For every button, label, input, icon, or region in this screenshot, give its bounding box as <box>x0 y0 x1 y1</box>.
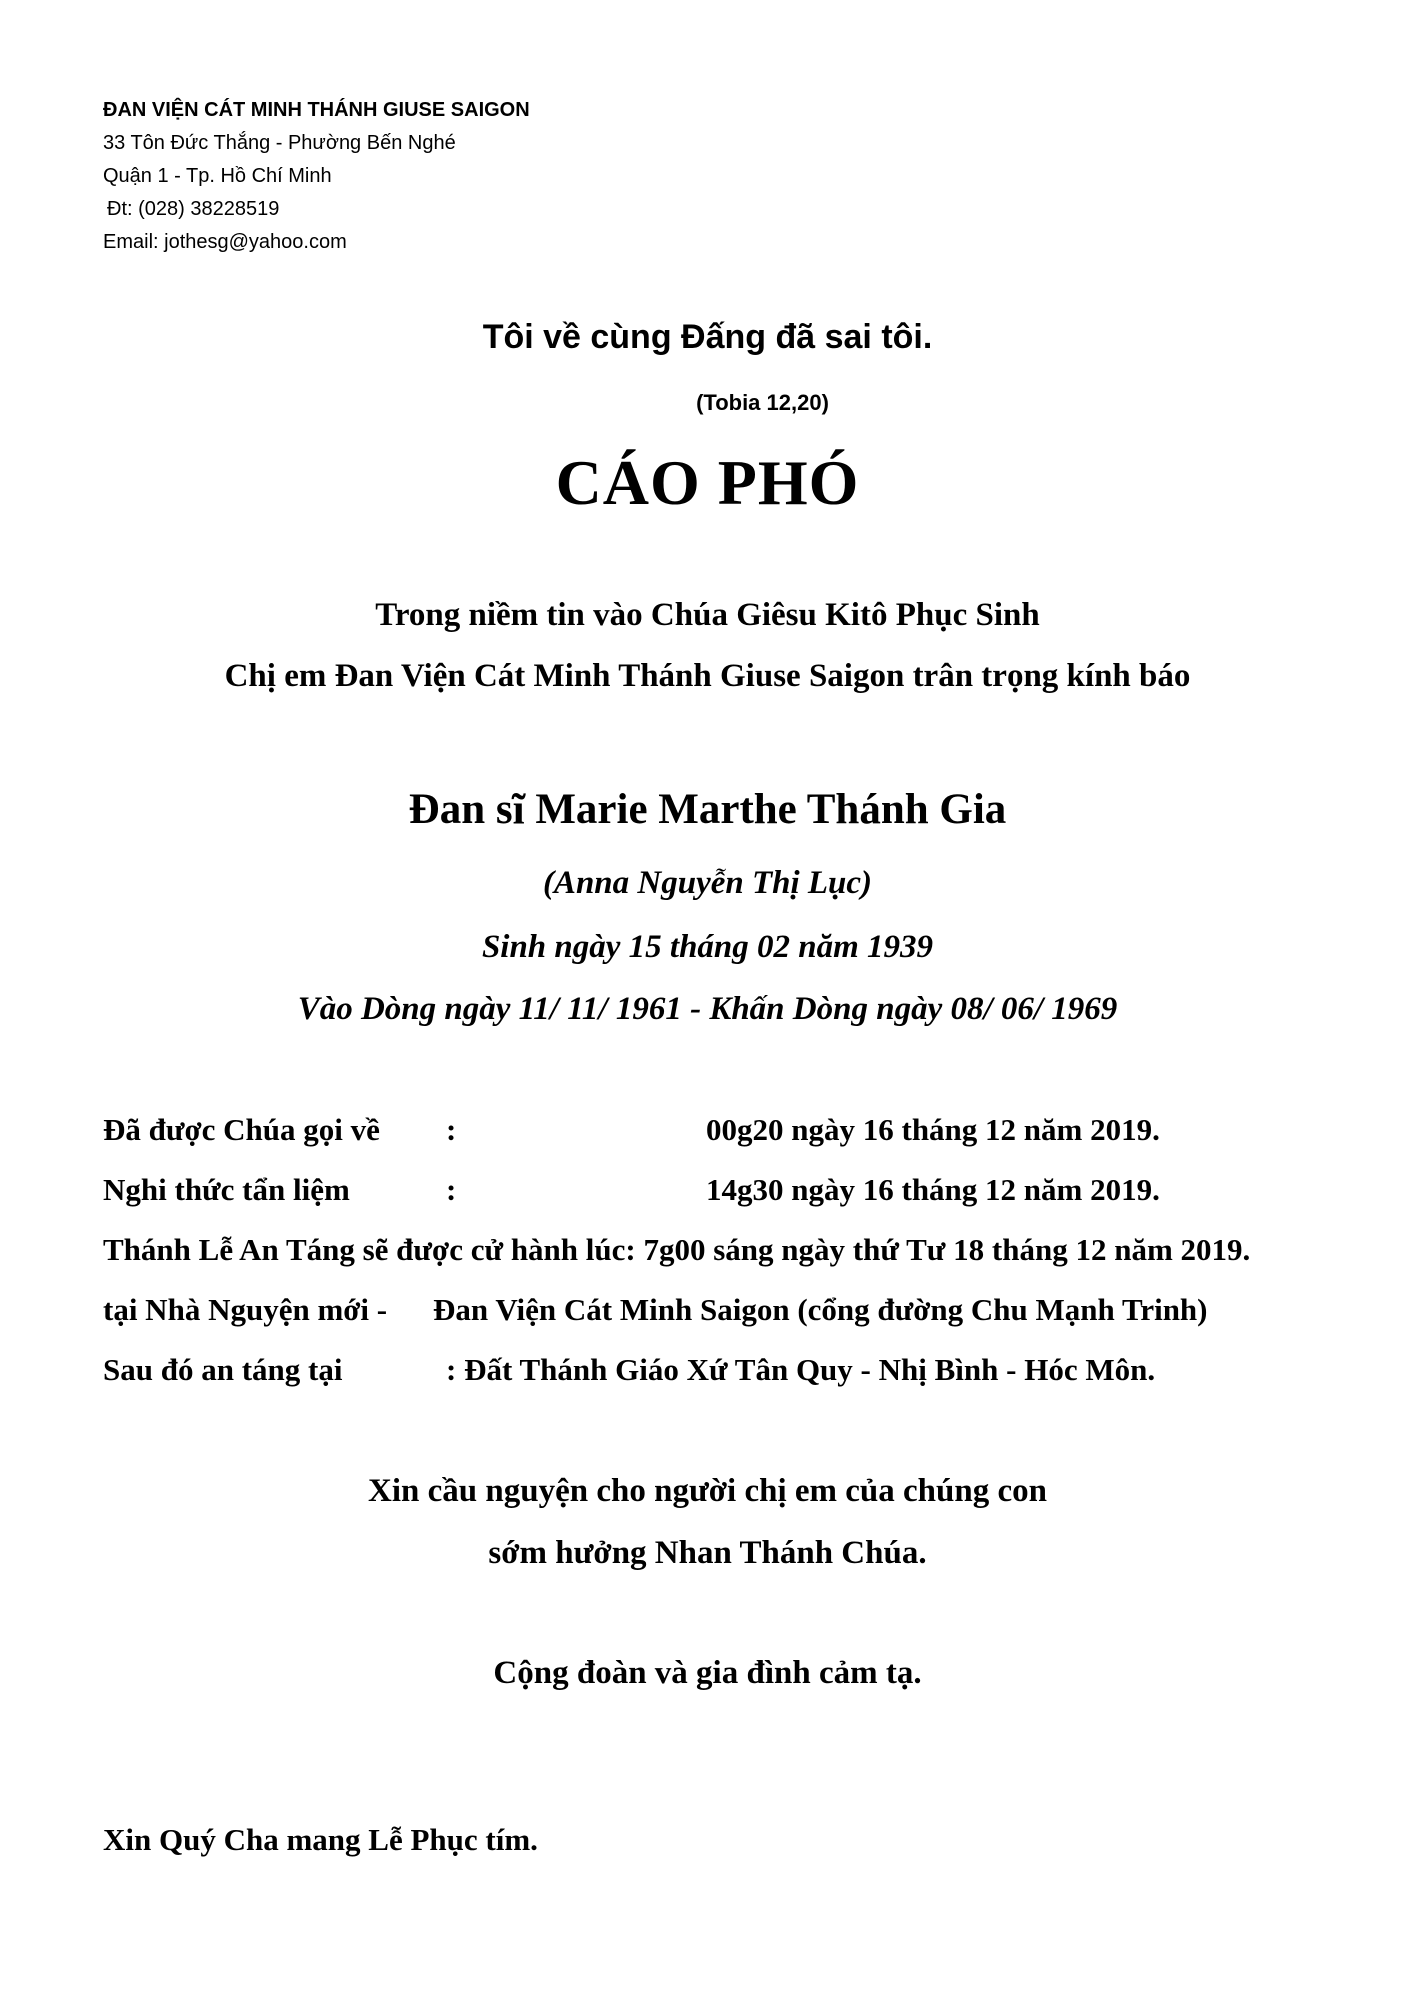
intro-line-2: Chị em Đan Viện Cát Minh Thánh Giuse Saigon trân trọng kính báo <box>224 658 1191 694</box>
intro-line-1: Trong niềm tin vào Chúa Giêsu Kitô Phục Sinh <box>375 597 1040 633</box>
death-colon: : <box>446 1112 457 1147</box>
page-title: CÁO PHÓ <box>555 447 860 518</box>
burial-label: Sau đó an táng tại <box>103 1352 343 1387</box>
death-value: 00g20 ngày 16 tháng 12 năm 2019. <box>706 1112 1160 1147</box>
letterhead-phone: Đt: (028) 38228519 <box>107 198 280 220</box>
letterhead-address-2: Quận 1 - Tp. Hồ Chí Minh <box>103 165 332 187</box>
location-value: Đan Viện Cát Minh Saigon (cổng đường Chu Mạnh Trinh) <box>433 1292 1208 1327</box>
burial-value: : Đất Thánh Giáo Xứ Tân Quy - Nhị Bình - Hóc Môn. <box>446 1352 1156 1387</box>
coffin-value: 14g30 ngày 16 tháng 12 năm 2019. <box>706 1172 1160 1207</box>
letterhead <box>103 94 530 259</box>
prayer-line-2: sớm hưởng Nhan Thánh Chúa. <box>488 1535 927 1571</box>
verse-reference-text: (Tobia 12,20) <box>696 390 829 415</box>
letterhead-address-1: 33 Tôn Đức Thắng - Phường Bến Nghé <box>103 132 456 154</box>
letterhead-org: ĐAN VIỆN CÁT MINH THÁNH GIUSE SAIGON <box>103 99 530 121</box>
death-label: Đã được Chúa gọi về <box>103 1112 380 1147</box>
coffin-label: Nghi thức tẩn liệm <box>103 1172 350 1207</box>
deceased-name: Đan sĩ Marie Marthe Thánh Gia <box>408 786 1007 833</box>
prayer-line-1: Xin cầu nguyện cho người chị em của chúng con <box>368 1473 1047 1509</box>
verse-reference <box>0 390 1415 416</box>
verse-text: Tôi về cùng Đấng đã sai tôi. <box>482 318 933 356</box>
thanks-text: Cộng đoàn và gia đình cảm tạ. <box>493 1655 922 1691</box>
coffin-colon: : <box>446 1172 457 1207</box>
location-label: tại Nhà Nguyện mới - <box>103 1292 388 1327</box>
deceased-birth-date: Sinh ngày 15 tháng 02 năm 1939 <box>481 929 934 965</box>
mass-text: Thánh Lễ An Táng sẽ được cử hành lúc: 7g00 sáng ngày thứ Tư 18 tháng 12 năm 2019. <box>103 1232 1251 1267</box>
letterhead-email: Email: jothesg@yahoo.com <box>103 231 347 253</box>
deceased-birth-name: (Anna Nguyễn Thị Lục) <box>542 865 873 901</box>
footer-note: Xin Quý Cha mang Lễ Phục tím. <box>103 1822 538 1857</box>
deceased-vows: Vào Dòng ngày 11/ 11/ 1961 - Khấn Dòng ngày 08/ 06/ 1969 <box>297 991 1118 1027</box>
